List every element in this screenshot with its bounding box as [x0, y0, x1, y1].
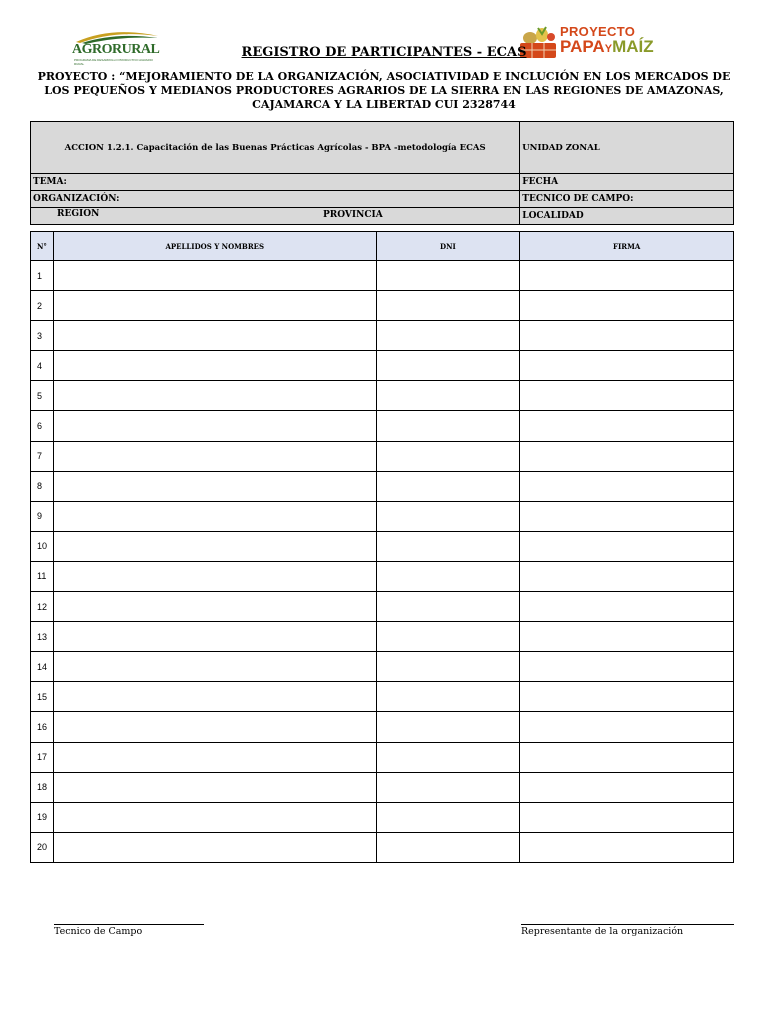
dni-cell[interactable] [376, 531, 520, 561]
organizacion-label: ORGANIZACIÓN: [31, 191, 520, 208]
row-number: 6 [31, 411, 54, 441]
apellidos-nombres-cell[interactable] [53, 682, 376, 712]
firma-cell[interactable] [520, 622, 734, 652]
table-row [31, 592, 734, 622]
header-firma: FIRMA [520, 232, 734, 261]
apellidos-nombres-cell[interactable] [53, 411, 376, 441]
firma-cell[interactable] [520, 772, 734, 802]
document-title: REGISTRO DE PARTICIPANTES - ECAS [241, 45, 527, 60]
dni-cell[interactable] [376, 471, 520, 501]
firma-cell[interactable] [520, 531, 734, 561]
logo-papa-word: PAPA [560, 37, 605, 56]
header-apellidos-nombres: APELLIDOS Y NOMBRES [53, 232, 376, 261]
row-number: 5 [31, 381, 54, 411]
apellidos-nombres-cell[interactable] [53, 531, 376, 561]
apellidos-nombres-cell[interactable] [53, 592, 376, 622]
dni-cell[interactable] [376, 682, 520, 712]
info-table [30, 121, 734, 225]
table-row [31, 832, 734, 862]
row-number: 11 [31, 561, 54, 591]
apellidos-nombres-cell[interactable] [53, 832, 376, 862]
apellidos-nombres-cell[interactable] [53, 742, 376, 772]
apellidos-nombres-cell[interactable] [53, 561, 376, 591]
firma-cell[interactable] [520, 712, 734, 742]
logo-y-word: Y [604, 43, 613, 55]
table-row [31, 441, 734, 471]
row-number: 1 [31, 261, 54, 291]
firma-cell[interactable] [520, 802, 734, 832]
logo-proyecto-text: PROYECTO [560, 24, 636, 39]
dni-cell[interactable] [376, 652, 520, 682]
table-row [31, 622, 734, 652]
dni-cell[interactable] [376, 802, 520, 832]
firma-cell[interactable] [520, 351, 734, 381]
dni-cell[interactable] [376, 501, 520, 531]
table-row [31, 531, 734, 561]
row-number: 14 [31, 652, 54, 682]
firma-cell[interactable] [520, 682, 734, 712]
firma-cell[interactable] [520, 742, 734, 772]
apellidos-nombres-cell[interactable] [53, 351, 376, 381]
fecha-label: FECHA [520, 174, 734, 191]
apellidos-nombres-cell[interactable] [53, 772, 376, 802]
project-description: PROYECTO : “MEJORAMIENTO DE LA ORGANIZACIÓN, ASOCIATIVIDAD E INCLUCIÓN EN LOS MERCADOS DE LOS PEQUEÑOS Y MEDIANOS PRODUCTORES AGRARIOS DE LA SIERRA EN LAS REGIONES DE AMAZONAS, CAJAMARCA Y LA LIBERTAD CUI 2328744 [37, 70, 731, 111]
apellidos-nombres-cell[interactable] [53, 321, 376, 351]
table-row [31, 561, 734, 591]
apellidos-nombres-cell[interactable] [53, 652, 376, 682]
table-row [31, 772, 734, 802]
signature-label-tecnico: Tecnico de Campo [54, 926, 143, 937]
dni-cell[interactable] [376, 592, 520, 622]
firma-cell[interactable] [520, 592, 734, 622]
firma-cell[interactable] [520, 321, 734, 351]
firma-cell[interactable] [520, 561, 734, 591]
row-number: 7 [31, 441, 54, 471]
header-numero: N° [31, 232, 54, 261]
firma-cell[interactable] [520, 832, 734, 862]
row-number: 15 [31, 682, 54, 712]
row-number: 9 [31, 501, 54, 531]
signature-label-representante: Representante de la organización [521, 926, 684, 937]
row-number: 3 [31, 321, 54, 351]
apellidos-nombres-cell[interactable] [53, 712, 376, 742]
row-number: 4 [31, 351, 54, 381]
table-row [31, 291, 734, 321]
apellidos-nombres-cell[interactable] [53, 622, 376, 652]
agrorural-logo-text: AGRORURAL [72, 42, 160, 57]
row-number: 20 [31, 832, 54, 862]
firma-cell[interactable] [520, 291, 734, 321]
dni-cell[interactable] [376, 411, 520, 441]
signature-line-tecnico [54, 924, 204, 925]
dni-cell[interactable] [376, 291, 520, 321]
firma-cell[interactable] [520, 471, 734, 501]
header-dni: DNI [376, 232, 520, 261]
table-row [31, 742, 734, 772]
agrorural-logo-subtext: PROGRAMA DE DESARROLLO PRODUCTIVO AGRARIO RURAL [74, 58, 154, 66]
table-row [31, 802, 734, 832]
row-number: 16 [31, 712, 54, 742]
firma-cell[interactable] [520, 261, 734, 291]
table-row [31, 712, 734, 742]
row-number: 13 [31, 622, 54, 652]
row-number: 19 [31, 802, 54, 832]
region-label: REGION [57, 209, 100, 219]
dni-cell[interactable] [376, 261, 520, 291]
tecnico-campo-label: TECNICO DE CAMPO: [520, 191, 734, 208]
apellidos-nombres-cell[interactable] [53, 471, 376, 501]
apellidos-nombres-cell[interactable] [53, 381, 376, 411]
row-number: 12 [31, 592, 54, 622]
localidad-label: LOCALIDAD [520, 208, 734, 225]
firma-cell[interactable] [520, 441, 734, 471]
accion-cell: ACCION 1.2.1. Capacitación de las Buenas Prácticas Agrícolas - BPA -metodología ECAS [31, 122, 520, 174]
row-number: 18 [31, 772, 54, 802]
dni-cell[interactable] [376, 772, 520, 802]
table-row [31, 321, 734, 351]
dni-cell[interactable] [376, 321, 520, 351]
apellidos-nombres-cell[interactable] [53, 261, 376, 291]
table-row [31, 652, 734, 682]
unidad-zonal-label: UNIDAD ZONAL [520, 122, 734, 174]
table-row [31, 351, 734, 381]
provincia-label: PROVINCIA [323, 210, 383, 220]
row-number: 17 [31, 742, 54, 772]
participants-table [30, 231, 734, 863]
dni-cell[interactable] [376, 742, 520, 772]
firma-cell[interactable] [520, 652, 734, 682]
dni-cell[interactable] [376, 561, 520, 591]
dni-cell[interactable] [376, 381, 520, 411]
table-row [31, 411, 734, 441]
table-row [31, 261, 734, 291]
row-number: 2 [31, 291, 54, 321]
apellidos-nombres-cell[interactable] [53, 802, 376, 832]
table-row [31, 381, 734, 411]
dni-cell[interactable] [376, 622, 520, 652]
region-provincia-cell [31, 208, 520, 225]
table-row [31, 501, 734, 531]
firma-cell[interactable] [520, 381, 734, 411]
firma-cell[interactable] [520, 501, 734, 531]
dni-cell[interactable] [376, 832, 520, 862]
apellidos-nombres-cell[interactable] [53, 441, 376, 471]
apellidos-nombres-cell[interactable] [53, 501, 376, 531]
dni-cell[interactable] [376, 441, 520, 471]
dni-cell[interactable] [376, 712, 520, 742]
apellidos-nombres-cell[interactable] [53, 291, 376, 321]
dni-cell[interactable] [376, 351, 520, 381]
signature-line-representante [521, 924, 734, 925]
row-number: 10 [31, 531, 54, 561]
logo-maiz-word: MAÍZ [612, 37, 654, 56]
tema-label: TEMA: [31, 174, 520, 191]
firma-cell[interactable] [520, 411, 734, 441]
table-row [31, 682, 734, 712]
row-number: 8 [31, 471, 54, 501]
table-row [31, 471, 734, 501]
